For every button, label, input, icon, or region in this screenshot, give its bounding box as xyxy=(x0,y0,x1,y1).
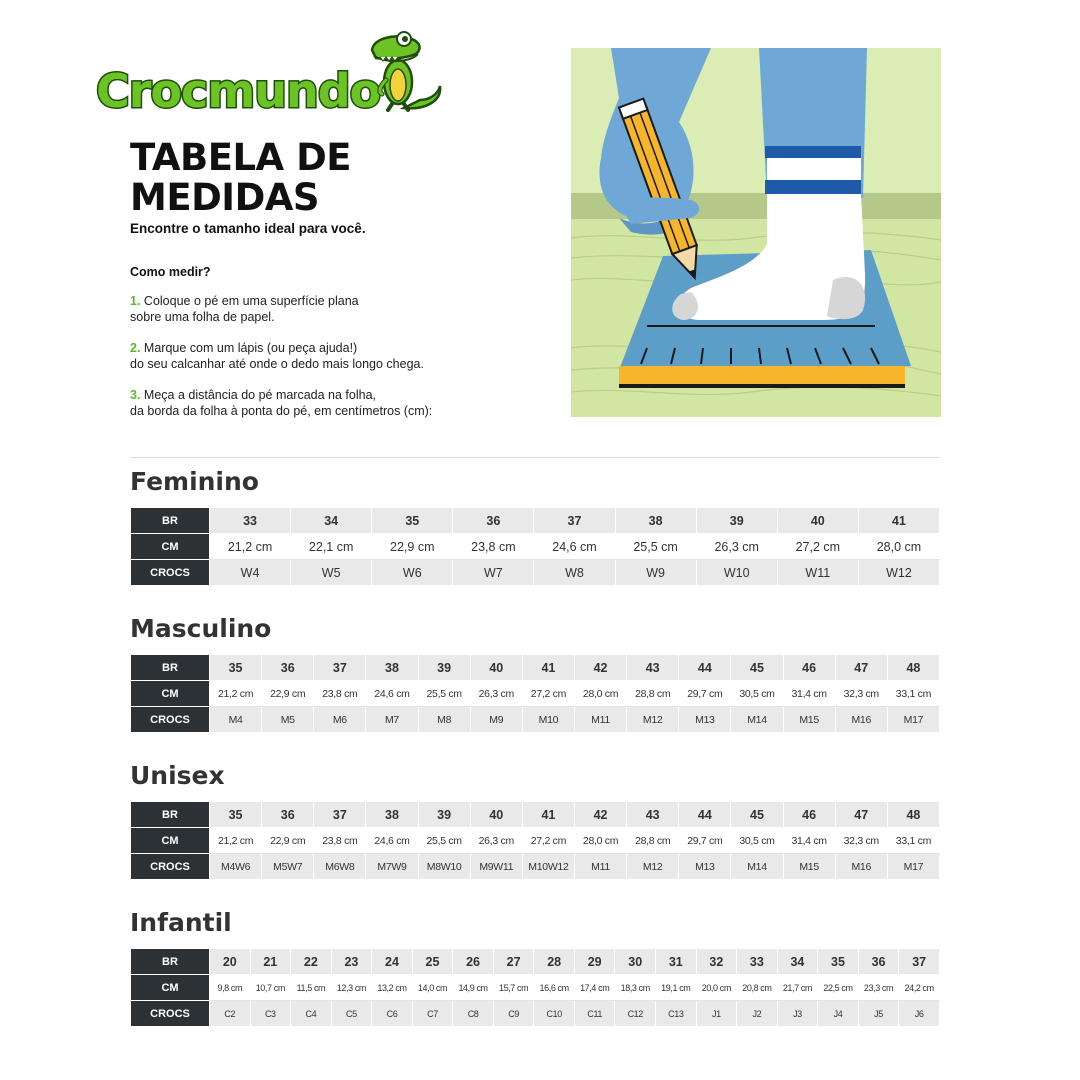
cm-cell: 22,1 cm xyxy=(291,534,372,560)
section-title-unisex: Unisex xyxy=(130,761,225,790)
crocs-cell: M12 xyxy=(627,854,679,880)
cm-cell: 23,8 cm xyxy=(453,534,534,560)
crocs-cell: M4W6 xyxy=(210,854,262,880)
crocs-cell: M9 xyxy=(470,707,522,733)
row-label-cm: CM xyxy=(131,681,210,707)
cm-cell: 16,6 cm xyxy=(534,975,575,1001)
br-cell: 47 xyxy=(835,655,887,681)
cm-cell: 27,2 cm xyxy=(522,828,574,854)
br-cell: 31 xyxy=(656,949,697,975)
row-label-cm: CM xyxy=(131,534,210,560)
cm-cell: 28,8 cm xyxy=(627,828,679,854)
crocs-cell: M7W9 xyxy=(366,854,418,880)
cm-cell: 29,7 cm xyxy=(679,828,731,854)
cm-cell: 10,7 cm xyxy=(250,975,291,1001)
row-label-cm: CM xyxy=(131,828,210,854)
crocs-cell: C8 xyxy=(453,1001,494,1027)
foot-measuring-illustration xyxy=(571,48,941,417)
br-cell: 34 xyxy=(291,508,372,534)
br-cell: 37 xyxy=(899,949,940,975)
crocs-cell: C11 xyxy=(574,1001,615,1027)
title-line-2: MEDIDAS xyxy=(130,176,320,219)
crocs-cell: C4 xyxy=(291,1001,332,1027)
crocs-cell: M11 xyxy=(574,707,626,733)
br-cell: 27 xyxy=(493,949,534,975)
br-cell: 35 xyxy=(372,508,453,534)
cm-cell: 27,2 cm xyxy=(522,681,574,707)
row-label-crocs: CROCS xyxy=(131,1001,210,1027)
cm-cell: 26,3 cm xyxy=(470,681,522,707)
br-cell: 32 xyxy=(696,949,737,975)
row-cm xyxy=(131,828,940,854)
br-cell: 33 xyxy=(737,949,778,975)
br-cell: 30 xyxy=(615,949,656,975)
crocs-cell: M7 xyxy=(366,707,418,733)
row-br xyxy=(131,949,940,975)
cm-cell: 23,3 cm xyxy=(858,975,899,1001)
row-label-crocs: CROCS xyxy=(131,854,210,880)
br-cell: 42 xyxy=(574,655,626,681)
step-text-line-2: sobre uma folha de papel. xyxy=(130,310,275,324)
crocs-cell: M17 xyxy=(887,707,939,733)
cm-cell: 20,0 cm xyxy=(696,975,737,1001)
page-title xyxy=(130,138,351,218)
cm-cell: 9,8 cm xyxy=(210,975,251,1001)
row-label-crocs: CROCS xyxy=(131,707,210,733)
br-cell: 37 xyxy=(314,802,366,828)
cm-cell: 28,0 cm xyxy=(574,828,626,854)
crocs-cell: J5 xyxy=(858,1001,899,1027)
cm-cell: 29,7 cm xyxy=(679,681,731,707)
crocs-cell: C5 xyxy=(331,1001,372,1027)
cm-cell: 22,9 cm xyxy=(262,681,314,707)
row-label-br: BR xyxy=(131,655,210,681)
size-table-masculino xyxy=(130,654,940,733)
br-cell: 36 xyxy=(262,655,314,681)
br-cell: 46 xyxy=(783,655,835,681)
cm-cell: 25,5 cm xyxy=(418,828,470,854)
br-cell: 37 xyxy=(314,655,366,681)
crocs-cell: M8 xyxy=(418,707,470,733)
section-divider xyxy=(130,457,940,458)
crocs-cell: M16 xyxy=(835,707,887,733)
crocs-cell: M4 xyxy=(210,707,262,733)
br-cell: 28 xyxy=(534,949,575,975)
br-cell: 25 xyxy=(412,949,453,975)
cm-cell: 30,5 cm xyxy=(731,681,783,707)
br-cell: 48 xyxy=(887,802,939,828)
crocs-cell: W10 xyxy=(696,560,777,586)
cm-cell: 28,8 cm xyxy=(627,681,679,707)
br-cell: 36 xyxy=(858,949,899,975)
crocs-cell: M15 xyxy=(783,707,835,733)
cm-cell: 24,6 cm xyxy=(366,681,418,707)
crocs-cell: M16 xyxy=(835,854,887,880)
cm-cell: 21,7 cm xyxy=(777,975,818,1001)
crocs-cell: W5 xyxy=(291,560,372,586)
br-cell: 40 xyxy=(777,508,858,534)
br-cell: 35 xyxy=(210,655,262,681)
crocs-cell: M12 xyxy=(627,707,679,733)
step-text-line-1: Marque com um lápis (ou peça ajuda!) xyxy=(143,341,358,355)
cm-cell: 21,2 cm xyxy=(210,681,262,707)
cm-cell: 22,9 cm xyxy=(262,828,314,854)
br-cell: 42 xyxy=(574,802,626,828)
cm-cell: 12,3 cm xyxy=(331,975,372,1001)
br-cell: 40 xyxy=(470,655,522,681)
crocs-cell: C2 xyxy=(210,1001,251,1027)
page-subtitle: Encontre o tamanho ideal para você. xyxy=(130,221,366,236)
br-cell: 39 xyxy=(696,508,777,534)
crocs-cell: M9W11 xyxy=(470,854,522,880)
cm-cell: 14,9 cm xyxy=(453,975,494,1001)
crocs-cell: C13 xyxy=(656,1001,697,1027)
cm-cell: 24,6 cm xyxy=(366,828,418,854)
step-number: 3. xyxy=(130,388,141,402)
crocs-cell: W7 xyxy=(453,560,534,586)
row-cm xyxy=(131,681,940,707)
br-cell: 38 xyxy=(366,655,418,681)
crocs-cell: C7 xyxy=(412,1001,453,1027)
crocs-cell: J6 xyxy=(899,1001,940,1027)
cm-cell: 23,8 cm xyxy=(314,681,366,707)
br-cell: 35 xyxy=(210,802,262,828)
br-cell: 44 xyxy=(679,802,731,828)
crocs-cell: M5W7 xyxy=(262,854,314,880)
cm-cell: 31,4 cm xyxy=(783,828,835,854)
row-crocs xyxy=(131,1001,940,1027)
cm-cell: 14,0 cm xyxy=(412,975,453,1001)
crocs-cell: M14 xyxy=(731,854,783,880)
cm-cell: 22,9 cm xyxy=(372,534,453,560)
br-cell: 38 xyxy=(366,802,418,828)
br-cell: 41 xyxy=(522,802,574,828)
cm-cell: 19,1 cm xyxy=(656,975,697,1001)
br-cell: 38 xyxy=(615,508,696,534)
crocs-cell: J4 xyxy=(818,1001,859,1027)
crocs-cell: C10 xyxy=(534,1001,575,1027)
row-label-cm: CM xyxy=(131,975,210,1001)
br-cell: 33 xyxy=(210,508,291,534)
cm-cell: 27,2 cm xyxy=(777,534,858,560)
cm-cell: 28,0 cm xyxy=(574,681,626,707)
br-cell: 24 xyxy=(372,949,413,975)
cm-cell: 30,5 cm xyxy=(731,828,783,854)
crocs-cell: M14 xyxy=(731,707,783,733)
size-table-infantil xyxy=(130,948,940,1027)
row-label-br: BR xyxy=(131,802,210,828)
row-br xyxy=(131,655,940,681)
crocs-cell: W6 xyxy=(372,560,453,586)
br-cell: 26 xyxy=(453,949,494,975)
crocs-cell: M17 xyxy=(887,854,939,880)
cm-cell: 31,4 cm xyxy=(783,681,835,707)
crocs-cell: W9 xyxy=(615,560,696,586)
cm-cell: 25,5 cm xyxy=(418,681,470,707)
br-cell: 39 xyxy=(418,655,470,681)
instruction-step-1 xyxy=(130,293,550,325)
crocs-cell: W4 xyxy=(210,560,291,586)
crocs-cell: C6 xyxy=(372,1001,413,1027)
br-cell: 37 xyxy=(534,508,615,534)
br-cell: 20 xyxy=(210,949,251,975)
crocs-cell: J3 xyxy=(777,1001,818,1027)
cm-cell: 11,5 cm xyxy=(291,975,332,1001)
crocs-cell: J1 xyxy=(696,1001,737,1027)
crocodile-mascot-icon xyxy=(364,30,444,112)
br-cell: 34 xyxy=(777,949,818,975)
br-cell: 29 xyxy=(574,949,615,975)
row-cm xyxy=(131,534,940,560)
step-text-line-2: do seu calcanhar até onde o dedo mais longo chega. xyxy=(130,357,424,371)
instructions-heading: Como medir? xyxy=(130,265,211,279)
row-label-br: BR xyxy=(131,508,210,534)
row-br xyxy=(131,508,940,534)
crocs-cell: M13 xyxy=(679,707,731,733)
size-table-unisex xyxy=(130,801,940,880)
row-crocs xyxy=(131,854,940,880)
crocs-cell: W12 xyxy=(858,560,939,586)
row-label-crocs: CROCS xyxy=(131,560,210,586)
crocs-cell: M13 xyxy=(679,854,731,880)
crocs-cell: M10W12 xyxy=(522,854,574,880)
logo-text: Crocmundo xyxy=(96,64,381,118)
section-title-masculino: Masculino xyxy=(130,614,272,643)
brand-logo xyxy=(96,30,446,120)
br-cell: 36 xyxy=(262,802,314,828)
step-text-line-1: Meça a distância do pé marcada na folha, xyxy=(143,388,377,402)
crocs-cell: C12 xyxy=(615,1001,656,1027)
step-text-line-1: Coloque o pé em uma superfície plana xyxy=(143,294,359,308)
row-crocs xyxy=(131,707,940,733)
br-cell: 48 xyxy=(887,655,939,681)
cm-cell: 32,3 cm xyxy=(835,681,887,707)
cm-cell: 20,8 cm xyxy=(737,975,778,1001)
br-cell: 21 xyxy=(250,949,291,975)
step-number: 1. xyxy=(130,294,141,308)
cm-cell: 22,5 cm xyxy=(818,975,859,1001)
crocs-cell: M6 xyxy=(314,707,366,733)
cm-cell: 33,1 cm xyxy=(887,828,939,854)
crocs-cell: J2 xyxy=(737,1001,778,1027)
br-cell: 45 xyxy=(731,802,783,828)
cm-cell: 26,3 cm xyxy=(696,534,777,560)
br-cell: 43 xyxy=(627,655,679,681)
br-cell: 44 xyxy=(679,655,731,681)
crocs-cell: M8W10 xyxy=(418,854,470,880)
br-cell: 40 xyxy=(470,802,522,828)
cm-cell: 17,4 cm xyxy=(574,975,615,1001)
cm-cell: 18,3 cm xyxy=(615,975,656,1001)
crocs-cell: C3 xyxy=(250,1001,291,1027)
title-line-1: TABELA DE xyxy=(130,136,352,179)
step-number: 2. xyxy=(130,341,141,355)
cm-cell: 23,8 cm xyxy=(314,828,366,854)
crocs-cell: M6W8 xyxy=(314,854,366,880)
step-text-line-2: da borda da folha à ponta do pé, em centímetros (cm): xyxy=(130,404,433,418)
row-crocs xyxy=(131,560,940,586)
crocs-cell: M15 xyxy=(783,854,835,880)
cm-cell: 21,2 cm xyxy=(210,534,291,560)
cm-cell: 25,5 cm xyxy=(615,534,696,560)
cm-cell: 26,3 cm xyxy=(470,828,522,854)
br-cell: 41 xyxy=(522,655,574,681)
instruction-step-3 xyxy=(130,387,550,419)
crocs-cell: M11 xyxy=(574,854,626,880)
cm-cell: 24,6 cm xyxy=(534,534,615,560)
row-cm xyxy=(131,975,940,1001)
cm-cell: 15,7 cm xyxy=(493,975,534,1001)
br-cell: 23 xyxy=(331,949,372,975)
br-cell: 41 xyxy=(858,508,939,534)
cm-cell: 24,2 cm xyxy=(899,975,940,1001)
br-cell: 35 xyxy=(818,949,859,975)
crocs-cell: C9 xyxy=(493,1001,534,1027)
cm-cell: 32,3 cm xyxy=(835,828,887,854)
size-table-feminino xyxy=(130,507,940,586)
br-cell: 43 xyxy=(627,802,679,828)
crocs-cell: W11 xyxy=(777,560,858,586)
br-cell: 46 xyxy=(783,802,835,828)
cm-cell: 28,0 cm xyxy=(858,534,939,560)
row-br xyxy=(131,802,940,828)
cm-cell: 21,2 cm xyxy=(210,828,262,854)
instruction-step-2 xyxy=(130,340,550,372)
br-cell: 39 xyxy=(418,802,470,828)
crocs-cell: M5 xyxy=(262,707,314,733)
crocs-cell: W8 xyxy=(534,560,615,586)
br-cell: 45 xyxy=(731,655,783,681)
crocs-cell: M10 xyxy=(522,707,574,733)
cm-cell: 33,1 cm xyxy=(887,681,939,707)
br-cell: 36 xyxy=(453,508,534,534)
row-label-br: BR xyxy=(131,949,210,975)
section-title-feminino: Feminino xyxy=(130,467,259,496)
br-cell: 22 xyxy=(291,949,332,975)
br-cell: 47 xyxy=(835,802,887,828)
section-title-infantil: Infantil xyxy=(130,908,232,937)
cm-cell: 13,2 cm xyxy=(372,975,413,1001)
